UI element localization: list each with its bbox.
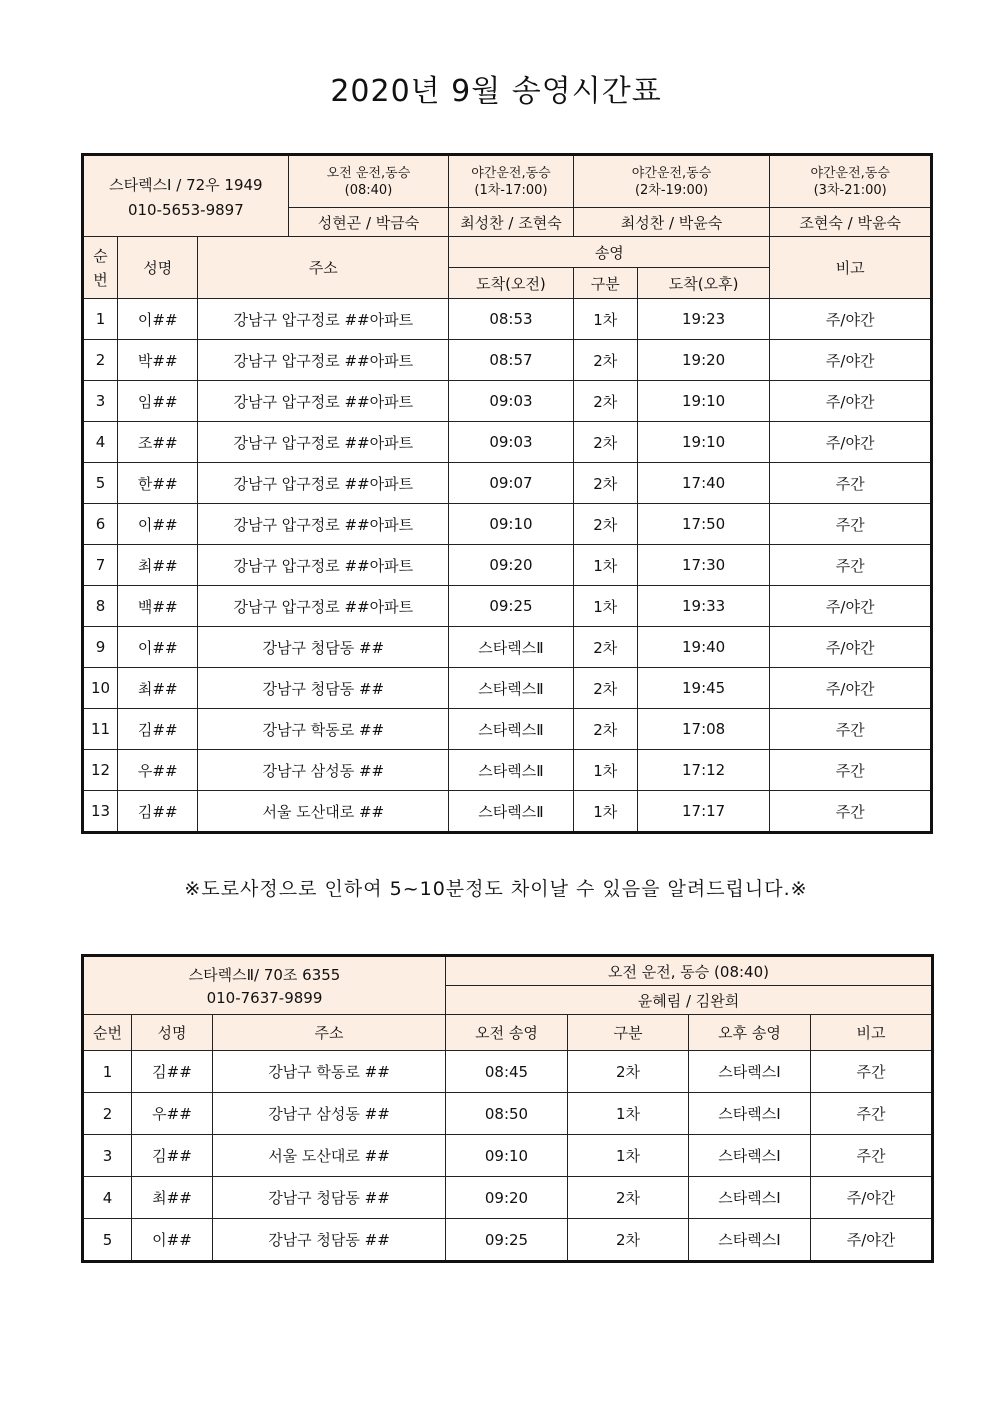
shift-header bbox=[288, 155, 449, 208]
row-am-transport: 스타렉스Ⅱ bbox=[449, 627, 573, 668]
row-type: 1차 bbox=[573, 299, 637, 340]
row-name: 이## bbox=[132, 1219, 213, 1262]
row-address: 강남구 청담동 ## bbox=[213, 1219, 446, 1262]
row-number: 1 bbox=[83, 1051, 132, 1093]
row-address: 강남구 청담동 ## bbox=[213, 1177, 446, 1219]
shift-header bbox=[573, 155, 770, 208]
row-note: 주간 bbox=[811, 1135, 933, 1177]
row-pm-transport: 19:45 bbox=[637, 668, 769, 709]
vehicle-phone: 010-7637-9899 bbox=[206, 989, 323, 1007]
row-am-transport: 스타렉스Ⅱ bbox=[449, 750, 573, 791]
row-type: 2차 bbox=[573, 463, 637, 504]
schedule-table-starex-2 bbox=[81, 954, 934, 1263]
shift-staff: 조현숙 / 박윤숙 bbox=[770, 208, 932, 237]
shift-header bbox=[449, 155, 573, 208]
row-address: 서울 도산대로 ## bbox=[213, 1135, 446, 1177]
row-number: 13 bbox=[83, 791, 118, 833]
row-note: 주/야간 bbox=[770, 586, 932, 627]
row-am-transport: 09:10 bbox=[449, 504, 573, 545]
row-type: 1차 bbox=[568, 1093, 689, 1135]
row-number: 5 bbox=[83, 463, 118, 504]
shift-staff: 윤혜림 / 김완희 bbox=[446, 986, 933, 1015]
row-type: 1차 bbox=[573, 586, 637, 627]
col-header-arrive-pm: 도착(오후) bbox=[637, 268, 769, 299]
row-am-transport: 08:50 bbox=[446, 1093, 568, 1135]
row-am-transport: 09:07 bbox=[449, 463, 573, 504]
row-am-transport: 스타렉스Ⅱ bbox=[449, 709, 573, 750]
row-address: 강남구 압구정로 ##아파트 bbox=[198, 422, 449, 463]
shift-time: (08:40) bbox=[344, 182, 393, 198]
row-pm-transport: 스타렉스Ⅰ bbox=[689, 1219, 811, 1262]
row-note: 주간 bbox=[770, 709, 932, 750]
row-type: 2차 bbox=[573, 709, 637, 750]
row-address: 강남구 압구정로 ##아파트 bbox=[198, 463, 449, 504]
row-number: 4 bbox=[83, 422, 118, 463]
row-pm-transport: 17:50 bbox=[637, 504, 769, 545]
row-address: 강남구 압구정로 ##아파트 bbox=[198, 545, 449, 586]
row-address: 강남구 청담동 ## bbox=[198, 668, 449, 709]
row-name: 최## bbox=[118, 545, 198, 586]
row-note: 주간 bbox=[770, 750, 932, 791]
shift-time: (1차-17:00) bbox=[474, 182, 548, 198]
table-row bbox=[83, 1051, 933, 1093]
shift-staff: 최성찬 / 조현숙 bbox=[449, 208, 573, 237]
col-header-type: 구분 bbox=[573, 268, 637, 299]
row-type: 2차 bbox=[573, 422, 637, 463]
row-name: 최## bbox=[118, 668, 198, 709]
row-number: 12 bbox=[83, 750, 118, 791]
row-number: 3 bbox=[83, 381, 118, 422]
vehicle-name: 스타렉스Ⅰ / 72우 1949 bbox=[109, 175, 263, 194]
row-name: 한## bbox=[118, 463, 198, 504]
row-name: 우## bbox=[118, 750, 198, 791]
row-number: 8 bbox=[83, 586, 118, 627]
row-am-transport: 스타렉스Ⅱ bbox=[449, 791, 573, 833]
row-address: 강남구 압구정로 ##아파트 bbox=[198, 299, 449, 340]
delay-notice: ※도로사정으로 인하여 5~10분정도 차이날 수 있음을 알려드립니다.※ bbox=[184, 878, 808, 900]
row-note: 주/야간 bbox=[770, 627, 932, 668]
row-pm-transport: 스타렉스Ⅰ bbox=[689, 1135, 811, 1177]
row-pm-transport: 19:20 bbox=[637, 340, 769, 381]
row-name: 이## bbox=[118, 299, 198, 340]
row-am-transport: 09:03 bbox=[449, 422, 573, 463]
row-pm-transport: 17:12 bbox=[637, 750, 769, 791]
row-type: 2차 bbox=[573, 381, 637, 422]
row-am-transport: 09:20 bbox=[449, 545, 573, 586]
row-name: 조## bbox=[118, 422, 198, 463]
table-row bbox=[83, 1219, 933, 1262]
row-type: 2차 bbox=[573, 340, 637, 381]
row-name: 최## bbox=[132, 1177, 213, 1219]
table-row bbox=[83, 299, 932, 340]
row-pm-transport: 19:10 bbox=[637, 422, 769, 463]
table-row bbox=[83, 627, 932, 668]
table-row bbox=[83, 381, 932, 422]
col-header-am: 오전 송영 bbox=[446, 1015, 568, 1051]
table-row bbox=[83, 545, 932, 586]
row-pm-transport: 스타렉스Ⅰ bbox=[689, 1051, 811, 1093]
row-am-transport: 08:53 bbox=[449, 299, 573, 340]
table-row bbox=[83, 668, 932, 709]
row-note: 주/야간 bbox=[770, 340, 932, 381]
row-name: 박## bbox=[118, 340, 198, 381]
row-name: 김## bbox=[132, 1051, 213, 1093]
shift-header bbox=[770, 155, 932, 208]
row-type: 2차 bbox=[568, 1177, 689, 1219]
table-row bbox=[83, 750, 932, 791]
row-note: 주/야간 bbox=[770, 299, 932, 340]
row-name: 임## bbox=[118, 381, 198, 422]
row-address: 강남구 압구정로 ##아파트 bbox=[198, 586, 449, 627]
row-note: 주/야간 bbox=[811, 1219, 933, 1262]
row-name: 김## bbox=[132, 1135, 213, 1177]
col-header-arrive-am: 도착(오전) bbox=[449, 268, 573, 299]
row-number: 2 bbox=[83, 1093, 132, 1135]
shift-header: 오전 운전, 동승 (08:40) bbox=[446, 956, 933, 986]
row-address: 강남구 압구정로 ##아파트 bbox=[198, 340, 449, 381]
row-address: 강남구 압구정로 ##아파트 bbox=[198, 504, 449, 545]
row-pm-transport: 17:08 bbox=[637, 709, 769, 750]
col-header-note: 비고 bbox=[811, 1015, 933, 1051]
row-address: 강남구 학동로 ## bbox=[213, 1051, 446, 1093]
row-type: 2차 bbox=[573, 668, 637, 709]
row-note: 주간 bbox=[770, 504, 932, 545]
row-pm-transport: 19:40 bbox=[637, 627, 769, 668]
row-name: 이## bbox=[118, 627, 198, 668]
page-title: 2020년 9월 송영시간표 bbox=[330, 74, 662, 109]
row-note: 주간 bbox=[811, 1093, 933, 1135]
row-type: 2차 bbox=[568, 1051, 689, 1093]
table-row bbox=[83, 1177, 933, 1219]
table-row bbox=[83, 709, 932, 750]
row-note: 주간 bbox=[770, 463, 932, 504]
col-header-type: 구분 bbox=[568, 1015, 689, 1051]
row-type: 2차 bbox=[573, 504, 637, 545]
row-note: 주/야간 bbox=[770, 422, 932, 463]
col-header-pm: 오후 송영 bbox=[689, 1015, 811, 1051]
table-row bbox=[83, 340, 932, 381]
row-number: 1 bbox=[83, 299, 118, 340]
shift-label: 야간운전,동승 bbox=[471, 165, 551, 181]
row-number: 2 bbox=[83, 340, 118, 381]
shift-time: (2차-19:00) bbox=[634, 182, 709, 198]
row-pm-transport: 19:33 bbox=[637, 586, 769, 627]
row-am-transport: 09:25 bbox=[449, 586, 573, 627]
col-header-note: 비고 bbox=[770, 237, 932, 299]
table-row bbox=[83, 586, 932, 627]
row-am-transport: 09:10 bbox=[446, 1135, 568, 1177]
shift-label: 야간운전,동승 bbox=[810, 165, 890, 181]
col-header-address: 주소 bbox=[198, 237, 449, 299]
row-pm-transport: 스타렉스Ⅰ bbox=[689, 1093, 811, 1135]
col-header-transport: 송영 bbox=[449, 237, 770, 268]
table-row bbox=[83, 1135, 933, 1177]
row-name: 김## bbox=[118, 709, 198, 750]
row-type: 2차 bbox=[573, 627, 637, 668]
row-pm-transport: 19:10 bbox=[637, 381, 769, 422]
row-number: 7 bbox=[83, 545, 118, 586]
row-am-transport: 09:20 bbox=[446, 1177, 568, 1219]
row-address: 강남구 삼성동 ## bbox=[198, 750, 449, 791]
row-pm-transport: 스타렉스Ⅰ bbox=[689, 1177, 811, 1219]
row-am-transport: 스타렉스Ⅱ bbox=[449, 668, 573, 709]
row-number: 11 bbox=[83, 709, 118, 750]
vehicle-name: 스타렉스Ⅱ/ 70조 6355 bbox=[188, 966, 341, 984]
row-pm-transport: 17:40 bbox=[637, 463, 769, 504]
shift-staff: 성현곤 / 박금숙 bbox=[288, 208, 449, 237]
row-type: 2차 bbox=[568, 1219, 689, 1262]
shift-staff: 최성찬 / 박윤숙 bbox=[573, 208, 770, 237]
row-number: 5 bbox=[83, 1219, 132, 1262]
shift-label: 야간운전,동승 bbox=[631, 165, 712, 181]
row-type: 1차 bbox=[573, 750, 637, 791]
row-number: 9 bbox=[83, 627, 118, 668]
row-number: 6 bbox=[83, 504, 118, 545]
row-note: 주간 bbox=[770, 791, 932, 833]
row-pm-transport: 17:30 bbox=[637, 545, 769, 586]
col-header-name: 성명 bbox=[118, 237, 198, 299]
row-note: 주간 bbox=[770, 545, 932, 586]
row-number: 3 bbox=[83, 1135, 132, 1177]
row-note: 주/야간 bbox=[770, 668, 932, 709]
row-note: 주간 bbox=[811, 1051, 933, 1093]
row-name: 김## bbox=[118, 791, 198, 833]
table-row bbox=[83, 1093, 933, 1135]
shift-label: 오전 운전,동승 bbox=[326, 165, 411, 181]
row-address: 강남구 삼성동 ## bbox=[213, 1093, 446, 1135]
row-pm-transport: 17:17 bbox=[637, 791, 769, 833]
row-am-transport: 09:03 bbox=[449, 381, 573, 422]
row-address: 강남구 학동로 ## bbox=[198, 709, 449, 750]
vehicle-phone: 010-5653-9897 bbox=[127, 200, 244, 219]
row-am-transport: 08:45 bbox=[446, 1051, 568, 1093]
table-row bbox=[83, 504, 932, 545]
col-header-address: 주소 bbox=[213, 1015, 446, 1051]
col-header-name: 성명 bbox=[132, 1015, 213, 1051]
table-row bbox=[83, 463, 932, 504]
table-row bbox=[83, 791, 932, 833]
row-am-transport: 09:25 bbox=[446, 1219, 568, 1262]
col-header-no: 순번 bbox=[83, 1015, 132, 1051]
row-note: 주/야간 bbox=[811, 1177, 933, 1219]
row-note: 주/야간 bbox=[770, 381, 932, 422]
row-address: 서울 도산대로 ## bbox=[198, 791, 449, 833]
vehicle-info-cell bbox=[83, 956, 446, 1015]
row-name: 우## bbox=[132, 1093, 213, 1135]
row-type: 1차 bbox=[573, 545, 637, 586]
row-address: 강남구 청담동 ## bbox=[198, 627, 449, 668]
row-name: 백## bbox=[118, 586, 198, 627]
row-address: 강남구 압구정로 ##아파트 bbox=[198, 381, 449, 422]
col-header-no: 순번 bbox=[83, 237, 118, 299]
row-number: 4 bbox=[83, 1177, 132, 1219]
row-type: 1차 bbox=[568, 1135, 689, 1177]
vehicle-info-cell bbox=[83, 155, 289, 237]
schedule-table-starex-1 bbox=[81, 153, 933, 834]
row-number: 10 bbox=[83, 668, 118, 709]
row-type: 1차 bbox=[573, 791, 637, 833]
row-name: 이## bbox=[118, 504, 198, 545]
table-row bbox=[83, 422, 932, 463]
shift-time: (3차-21:00) bbox=[813, 182, 887, 198]
row-am-transport: 08:57 bbox=[449, 340, 573, 381]
row-pm-transport: 19:23 bbox=[637, 299, 769, 340]
